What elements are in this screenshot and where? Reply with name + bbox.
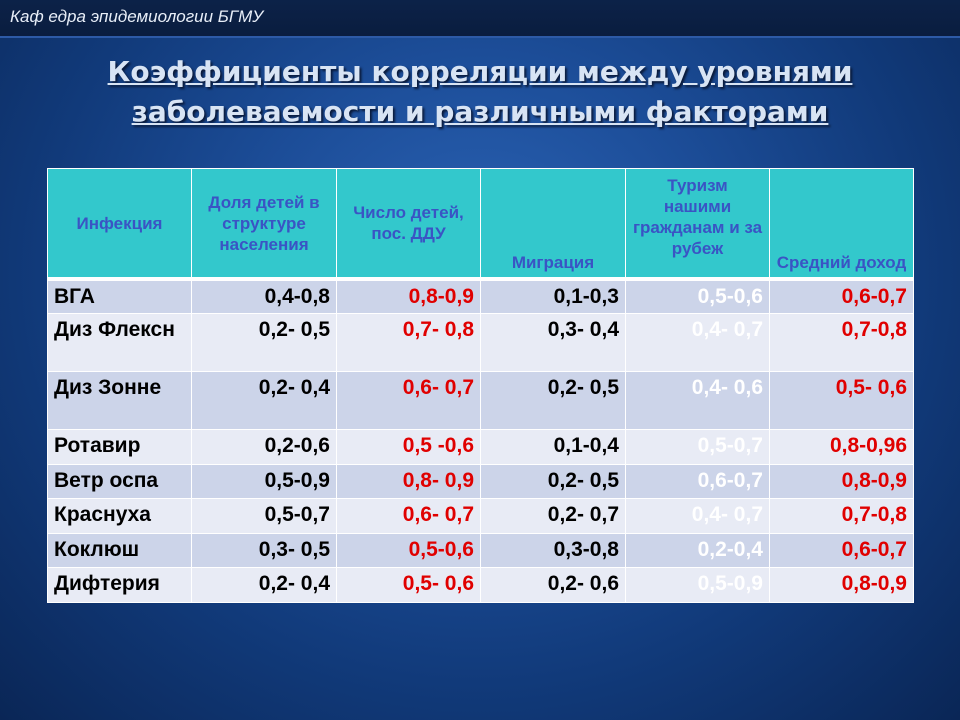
table-row: [48, 567, 914, 602]
cell-tourism: 0,6-0,7: [626, 464, 770, 498]
cell-tourism: 0,4- 0,7: [626, 498, 770, 533]
table-row: [48, 279, 914, 313]
table-row: [48, 371, 914, 429]
cell-tourism: 0,2-0,4: [626, 533, 770, 567]
column-header-infection: Инфекция: [48, 169, 192, 280]
department-label: Каф едра эпидемиологии БГМУ: [10, 7, 264, 26]
cell-kindergarten: 0,6- 0,7: [337, 498, 481, 533]
infection-name: Ротавир: [48, 429, 192, 464]
cell-kindergarten: 0,5-0,6: [337, 533, 481, 567]
cell-migration: 0,3-0,8: [481, 533, 626, 567]
cell-income: 0,8-0,9: [770, 464, 914, 498]
cell-tourism: 0,4- 0,7: [626, 313, 770, 371]
cell-kindergarten: 0,5 -0,6: [337, 429, 481, 464]
cell-children-share: 0,4-0,8: [192, 279, 337, 313]
infection-name: Коклюш: [48, 533, 192, 567]
cell-income: 0,7-0,8: [770, 498, 914, 533]
cell-income: 0,8-0,96: [770, 429, 914, 464]
infection-name: Ветр оспа: [48, 464, 192, 498]
cell-migration: 0,2- 0,5: [481, 464, 626, 498]
infection-name: Диз Зонне: [48, 371, 192, 429]
cell-income: 0,6-0,7: [770, 533, 914, 567]
cell-children-share: 0,2-0,6: [192, 429, 337, 464]
table-row: [48, 313, 914, 371]
cell-income: 0,7-0,8: [770, 313, 914, 371]
title-line-2: заболеваемости и различными факторами: [131, 95, 829, 128]
cell-children-share: 0,2- 0,5: [192, 313, 337, 371]
cell-tourism: 0,5-0,9: [626, 567, 770, 602]
infection-name: Краснуха: [48, 498, 192, 533]
column-header-migration: Миграция: [481, 169, 626, 280]
infection-name: Диз Флексн: [48, 313, 192, 371]
table-row: [48, 498, 914, 533]
table-row: [48, 464, 914, 498]
cell-kindergarten: 0,5- 0,6: [337, 567, 481, 602]
cell-income: 0,5- 0,6: [770, 371, 914, 429]
cell-migration: 0,2- 0,6: [481, 567, 626, 602]
slide-title: [40, 52, 920, 132]
title-line-1: Коэффициенты корреляции между уровнями: [107, 55, 853, 88]
table-header-row: [48, 169, 914, 280]
cell-tourism: 0,5-0,6: [626, 279, 770, 313]
header-band: [0, 0, 960, 38]
cell-children-share: 0,3- 0,5: [192, 533, 337, 567]
cell-children-share: 0,2- 0,4: [192, 371, 337, 429]
column-header-children-share: Доля детей в структуре населения: [192, 169, 337, 280]
table-row: [48, 533, 914, 567]
cell-children-share: 0,5-0,7: [192, 498, 337, 533]
column-header-kindergarten: Число детей, пос. ДДУ: [337, 169, 481, 280]
cell-migration: 0,3- 0,4: [481, 313, 626, 371]
cell-migration: 0,2- 0,5: [481, 371, 626, 429]
column-header-income: Средний доход: [770, 169, 914, 280]
infection-name: Дифтерия: [48, 567, 192, 602]
infection-name: ВГА: [48, 279, 192, 313]
cell-kindergarten: 0,8- 0,9: [337, 464, 481, 498]
correlation-table: [47, 168, 914, 603]
cell-kindergarten: 0,8-0,9: [337, 279, 481, 313]
cell-migration: 0,1-0,3: [481, 279, 626, 313]
cell-kindergarten: 0,6- 0,7: [337, 371, 481, 429]
cell-children-share: 0,5-0,9: [192, 464, 337, 498]
cell-tourism: 0,5-0,7: [626, 429, 770, 464]
cell-tourism: 0,4- 0,6: [626, 371, 770, 429]
cell-children-share: 0,2- 0,4: [192, 567, 337, 602]
cell-income: 0,6-0,7: [770, 279, 914, 313]
cell-migration: 0,1-0,4: [481, 429, 626, 464]
table-row: [48, 429, 914, 464]
cell-income: 0,8-0,9: [770, 567, 914, 602]
cell-kindergarten: 0,7- 0,8: [337, 313, 481, 371]
cell-migration: 0,2- 0,7: [481, 498, 626, 533]
column-header-tourism: Туризм нашими гражданам и за рубеж: [626, 169, 770, 280]
